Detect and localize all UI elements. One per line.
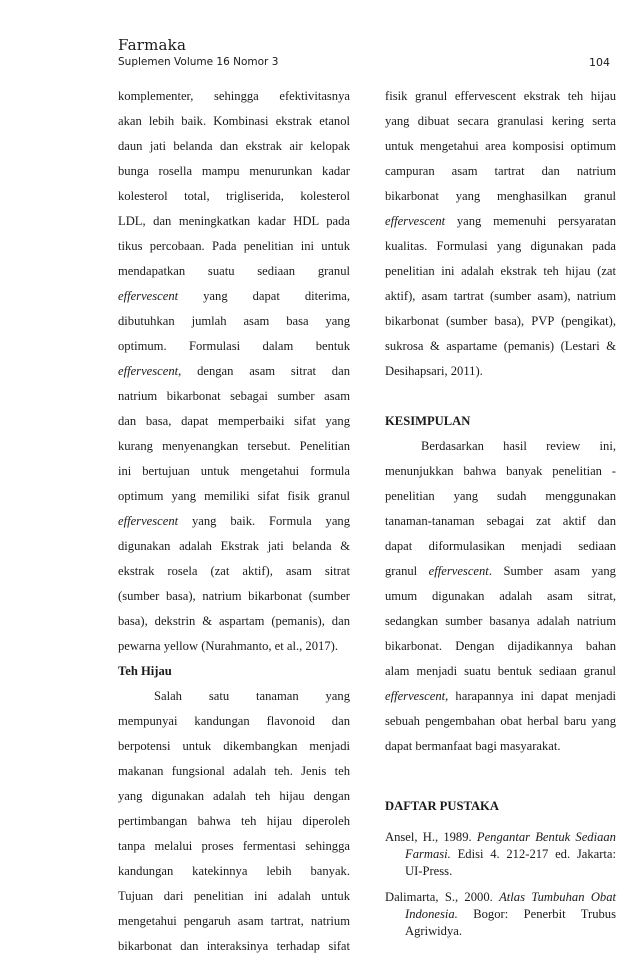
page-number: 104 [589,56,610,69]
reference-title-cont: Indonesia. [405,907,458,921]
text-line: dapat bermanfaat bagi masyarakat. [385,739,561,753]
text-line: bikarbonat (sumber basa), PVP (pengikat), [385,314,616,328]
text-line: LDL, dan meningkatkan kadar HDL pada [118,214,350,228]
text-line: (sumber basa), natrium bikarbonat (sumber [118,589,350,603]
text-line: dibutuhkan jumlah asam basa yang [118,314,350,328]
text-line: optimum. Formulasi dalam bentuk [118,339,350,353]
text-line: ini bertujuan untuk mengetahui formula [118,464,350,478]
text-line: effervescent yang memenuhi persyaratan [385,214,616,228]
text-line: tanpa melalui proses fermentasi sehingga [118,839,350,853]
spacer [385,759,616,784]
text-line: pewarna yellow (Nurahmanto, et al., 2017). [118,639,338,653]
text-line: aktif), asam tartrat (sumber asam), natrium [385,289,616,303]
reference-entry [385,889,616,940]
spacer [385,819,616,829]
text-line: tikus percobaan. Pada penelitian ini untuk [118,239,350,253]
text-line: campuran asam tartrat dan natrium [385,164,616,178]
text-line: umum digunakan adalah asam sitrat, [385,589,616,603]
text-line: alam menjadi suatu bentuk sediaan granul [385,664,616,678]
section-heading-teh-hijau: Teh Hijau [118,664,172,678]
text-line: akan lebih baik. Kombinasi ekstrak etanol [118,114,350,128]
text-line: untuk mengetahui area komposisi optimum [385,139,616,153]
journal-title: Farmaka [118,36,187,54]
text-line: kandungan katekinnya lebih banyak. [118,864,350,878]
text-line: komplementer, sehingga efektivitasnya [118,89,350,103]
left-column [118,84,350,959]
text-line: Desihapsari, 2011). [385,364,483,378]
text-line: yang digunakan adalah teh hijau dengan [118,789,350,803]
text-line: daun jati belanda dan ekstrak air kelopak [118,139,350,153]
text-line: Salah satu tanaman yang [154,689,350,703]
reference-details: Edisi 4. 212-217 ed. Jakarta: [457,847,616,861]
text-line: basa), dekstrin & aspartam (pemanis), dan [118,614,350,628]
journal-supplement: Suplemen Volume 16 Nomor 3 [118,56,279,68]
text-line: mengetahui pengaruh asam tartrat, natrium [118,914,350,928]
text-line: menunjukkan bahwa banyak penelitian - [385,464,616,478]
text-line: bikarbonat. Dengan dijadikannya bahan [385,639,616,653]
text-line: kolesterol total, trigliserida, kolesterol [118,189,350,203]
reference-title: Pengantar Bentuk Sediaan [476,830,616,844]
spacer [385,384,616,409]
text-line: Tujuan dari penelitian ini adalah untuk [118,889,350,903]
reference-publisher: Agriwidya. [405,924,463,938]
text-line: bikarbonat yang menghasilkan granul [385,189,616,203]
text-line: kurang menyenangkan tersebut. Penelitian [118,439,350,453]
text-line: mendapatkan suatu sediaan granul [118,264,350,278]
text-line: makanan fungsional adalah teh. Jenis teh [118,764,350,778]
text-line: digunakan adalah Ekstrak jati belanda & [118,539,350,553]
text-line: sukrosa & aspartame (pemanis) (Lestari & [385,339,616,353]
reference-author: Dalimarta, S., 2000. [385,890,493,904]
reference-list [385,829,616,940]
text-line: natrium bikarbonat sebagai sumber asam [118,389,350,403]
text-line: mempunyai kandungan flavonoid dan [118,714,350,728]
spacer [385,784,616,794]
text-line: effervescent yang baik. Formula yang [118,514,350,528]
text-line: kualitas. Formulasi yang digunakan pada [385,239,616,253]
text-line: ekstrak rosela (zat aktif), asam sitrat [118,564,350,578]
reference-author: Ansel, H., 1989. [385,830,472,844]
text-line: tanaman-tanaman sebagai zat aktif dan [385,514,616,528]
reference-title: Atlas Tumbuhan Obat [499,890,617,904]
text-line: Berdasarkan hasil review ini, [421,439,616,453]
text-line: effervescent yang dapat diterima, [118,289,350,303]
text-line: sebuah pengembahan obat herbal baru yang [385,714,616,728]
text-line: yang dibuat secara granulasi kering serta [385,114,616,128]
reference-publisher: UI-Press. [405,864,453,878]
text-line: dapat diformulasikan menjadi sediaan [385,539,616,553]
text-line: granul effervescent. Sumber asam yang [385,564,616,578]
reference-entry [385,829,616,880]
reference-title-cont: Farmasi. [405,847,451,861]
text-line: dan basa, dapat memperbaiki sifat yang [118,414,350,428]
text-line: berpotensi untuk dikembangkan menjadi [118,739,350,753]
text-line: penelitian yang sudah menggunakan [385,489,616,503]
text-line: optimum yang memiliki sifat fisik granul [118,489,350,503]
text-line: fisik granul effervescent ekstrak teh hijau [385,89,616,103]
text-line: sedangkan sumber basanya adalah natrium [385,614,616,628]
reference-details: Bogor: Penerbit Trubus [473,907,616,921]
section-heading-kesimpulan: KESIMPULAN [385,414,471,428]
text-line: bunga rosella mampu menurunkan kadar [118,164,350,178]
text-line: effervescent, dengan asam sitrat dan [118,364,350,378]
right-column [385,84,616,949]
section-heading-daftar-pustaka: DAFTAR PUSTAKA [385,799,499,813]
text-line: effervescent, harapannya ini dapat menjadi [385,689,616,703]
text-line: penelitian ini adalah ekstrak teh hijau (zat [385,264,616,278]
text-line: pertimbangan bahwa teh hijau diperoleh [118,814,350,828]
text-line: bikarbonat dan interaksinya terhadap sifat [118,939,350,953]
